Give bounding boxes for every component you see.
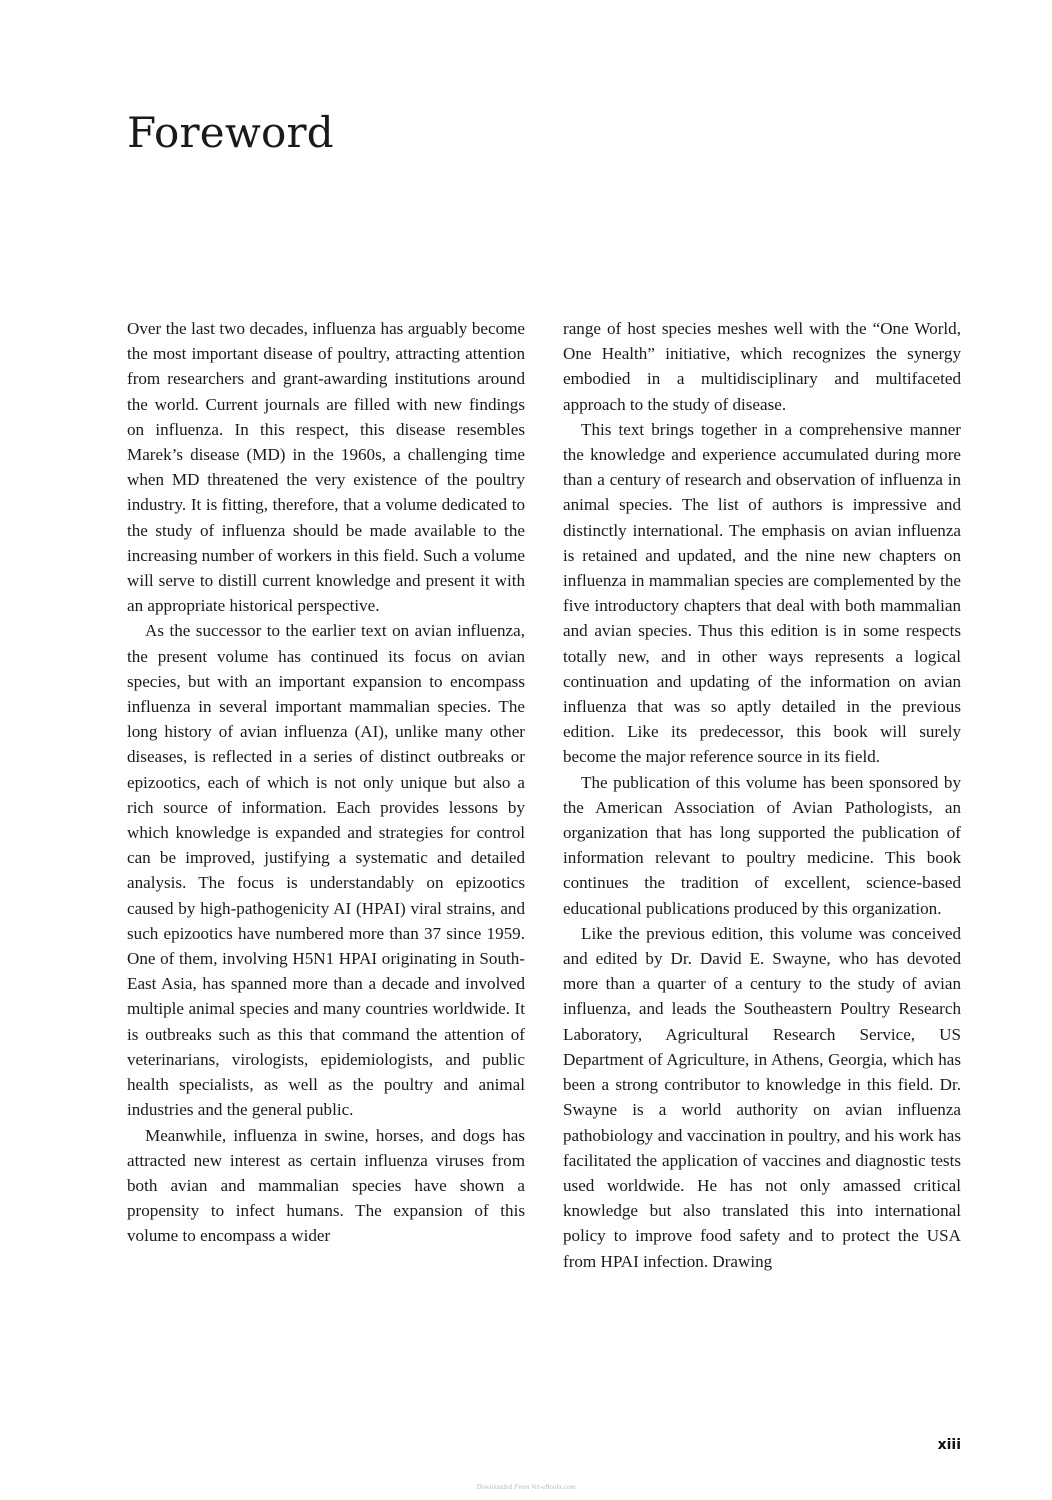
text-column-right <box>563 316 961 1274</box>
text-column-left <box>127 316 525 1249</box>
paragraph: Meanwhile, influenza in swine, horses, and dogs has attracted new interest as certain influenza viruses from both avian and mammalian species have shown a propensity to infect humans. The expansion of this volume to encompass a wider <box>127 1125 525 1246</box>
paragraph: Like the previous edition, this volume was conceived and edited by Dr. David E. Swayne, who has devoted more than a quarter of a century to the study of avian influenza, and leads the Southeastern Poultry Research Laboratory, Agricultural Research Service, US Department of Agriculture, in Athens, Georgia, which has been a strong contributor to knowledge in this field. Dr. Swayne is a world authority on avian influenza pathobiology and vaccination in poultry, and his work has facilitated the application of vaccines and diagnostic tests used worldwide. He has not only amassed critical knowledge but also translated this into international policy to improve food safety and to protect the USA from HPAI infection. Drawing <box>563 923 961 1271</box>
paragraph: The publication of this volume has been sponsored by the American Association of Avian Pathologists, an organization that has long supported the publication of information relevant to poultry medicine. This book continues the tradition of excellent, science-based educational publications produced by this organization. <box>563 772 961 918</box>
paragraph: Over the last two decades, influenza has arguably become the most important disease of poultry, attracting attention from researchers and grant-awarding institutions around the world. Current journals are filled with new findings on influenza. In this respect, this disease resembles Marek’s disease (MD) in the 1960s, a challenging time when MD threatened the very existence of the poultry industry. It is fitting, therefore, that a volume dedicated to the study of influenza should be made available to the increasing number of workers in this field. Such a volume will serve to distill current knowledge and present it with an appropriate historical perspective. <box>127 319 525 616</box>
paragraph: As the successor to the earlier text on avian influenza, the present volume has continued its focus on avian species, but with an important expansion to encompass influenza in several important mammalian species. The long history of avian influenza (AI), unlike many other diseases, is reflected in a series of distinct outbreaks or epizootics, each of which is not only unique but also a rich source of information. Each provides lessons by which knowledge is expanded and strategies for control can be improved, justifying a systematic and detailed analysis. The focus is understandably on epizootics caused by high-pathogenicity AI (HPAI) viral strains, and such epizootics have numbered more than 37 since 1959. One of them, involving H5N1 HPAI originating in South-East Asia, has spanned more than a decade and involved multiple animal species and many countries worldwide. It is outbreaks such as this that command the attention of veterinarians, virologists, epidemiologists, and public health specialists, as well as the poultry and animal industries and the general public. <box>127 621 525 1120</box>
paragraph: range of host species meshes well with the “One World, One Health” initiative, which recognizes the synergy embodied in a multidisciplinary and multifaceted approach to the study of disease. <box>563 319 961 414</box>
page-title: Foreword <box>127 108 334 157</box>
paragraph: This text brings together in a comprehensive manner the knowledge and experience accumulated during more than a century of research and observation of influenza in animal species. The list of authors is impressive and distinctly international. The emphasis on avian influenza is retained and updated, and the nine new chapters on influenza in mammalian species are complemented by the five introductory chapters that deal with both mammalian and avian species. Thus this edition is in some respects totally new, and in other ways represents a logical continuation and updating of the information on avian influenza that was so aptly detailed in the previous edition. Like its predecessor, this book will surely become the major reference source in its field. <box>563 419 961 767</box>
page-number: xiii <box>937 1437 961 1453</box>
download-watermark: Downloaded From Vet-eBooks.com <box>476 1483 576 1491</box>
